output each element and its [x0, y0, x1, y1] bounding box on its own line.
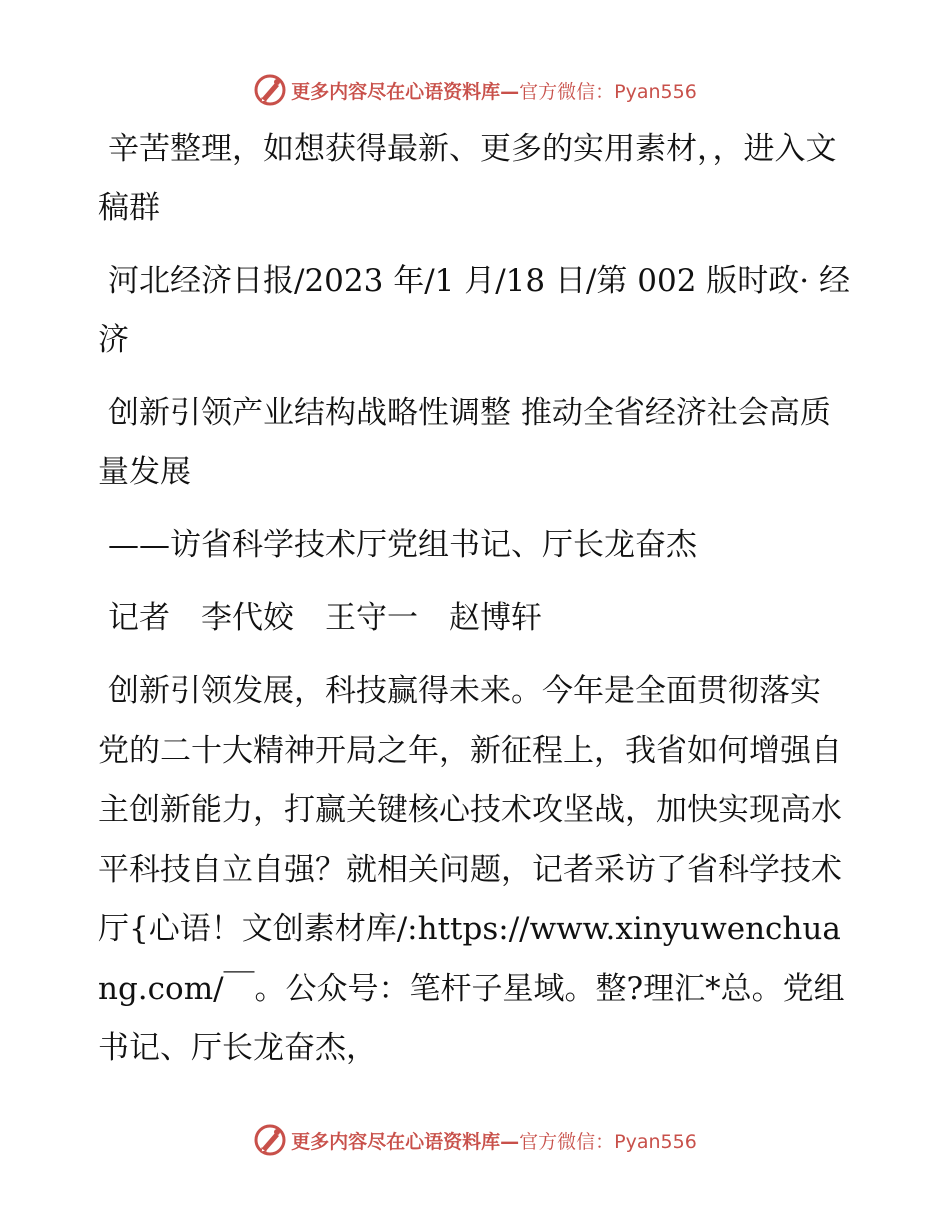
watermark-separator: —: [500, 1130, 520, 1153]
watermark-brand: 更多内容尽在心语资料库: [291, 80, 501, 103]
watermark-text: [291, 1127, 697, 1154]
document-body: [98, 120, 850, 1093]
footer-watermark: [0, 1120, 950, 1160]
watermark-text: [291, 77, 697, 104]
pen-logo-icon: [253, 73, 287, 107]
watermark-inner: [253, 73, 697, 107]
watermark-wechat: 官方微信：Pyan556: [519, 1130, 697, 1153]
intro-paragraph: 辛苦整理，如想获得最新、更多的实用素材，，进入文稿群: [98, 131, 837, 226]
watermark-brand: 更多内容尽在心语资料库: [291, 1130, 501, 1153]
watermark-wechat: 官方微信：Pyan556: [519, 80, 697, 103]
watermark-inner: [253, 1123, 697, 1157]
article-subtitle: ——访省科学技术厅党组书记、厅长龙奋杰: [108, 527, 697, 563]
reporters-line: 记者 李代姣 王守一 赵博轩: [108, 600, 542, 636]
article-title: 创新引领产业结构战略性调整 推动全省经济社会高质量发展: [98, 395, 831, 490]
source-line: 河北经济日报/2023 年/1 月/18 日/第 002 版时政· 经济: [98, 263, 850, 358]
watermark-separator: —: [500, 80, 520, 103]
pen-logo-icon: [253, 1123, 287, 1157]
header-watermark: [0, 70, 950, 110]
body-paragraph: 创新引领发展，科技赢得未来。今年是全面贯彻落实党的二十大精神开局之年，新征程上，我省如何增强自主创新能力，打赢关键核心技术攻坚战，加快实现高水平科技自立自强？就相关问题，记者采访了省科学技术厅{心语！文创素材库/:https://www.xinyuwenchuang.com/￣。公众号：笔杆子星域。整?理汇*总。党组书记、厅长龙奋杰，: [98, 673, 845, 1066]
